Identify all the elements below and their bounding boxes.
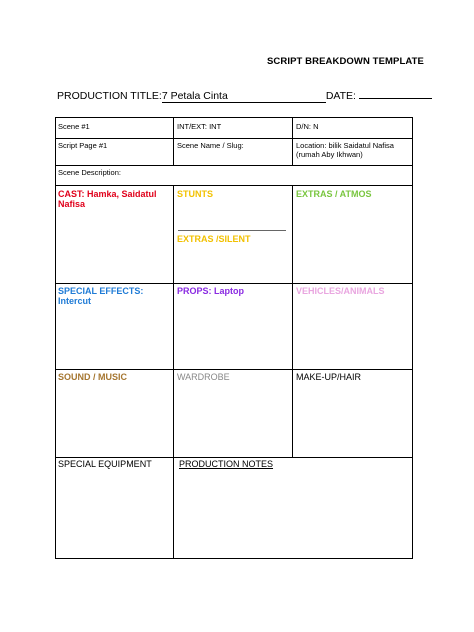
scene-description-field[interactable]: Scene Description: (58, 168, 121, 177)
date-label: DATE: (325, 90, 356, 102)
grid-line (292, 117, 293, 165)
special-equipment-section[interactable]: SPECIAL EQUIPMENT (58, 459, 152, 469)
scene-name-field[interactable]: Scene Name / Slug: (177, 141, 244, 150)
grid-line (55, 283, 413, 284)
extras-silent-section[interactable]: EXTRAS /SILENT (177, 234, 251, 244)
date-value[interactable] (359, 98, 432, 99)
grid-line (412, 117, 413, 559)
stunts-divider (178, 230, 286, 231)
extras-atmos-section[interactable]: EXTRAS / ATMOS (296, 189, 372, 199)
grid-line (55, 369, 413, 370)
grid-line (173, 117, 174, 165)
sound-music-section[interactable]: SOUND / MUSIC (58, 372, 128, 382)
special-effects-section[interactable]: SPECIAL EFFECTS: Intercut (58, 286, 144, 306)
makeup-hair-section[interactable]: MAKE-UP/HAIR (296, 372, 362, 382)
wardrobe-section[interactable]: WARDROBE (177, 372, 230, 382)
grid-line (55, 117, 413, 118)
scene-number[interactable]: Scene #1 (58, 122, 90, 131)
production-title-value[interactable]: 7 Petala Cinta (162, 91, 326, 103)
script-page-field[interactable]: Script Page #1 (58, 141, 108, 150)
grid-line (55, 457, 413, 458)
location-field[interactable]: Location: bilik Saidatul Nafisa (rumah Aby Ikhwan) (296, 141, 394, 159)
document-title: SCRIPT BREAKDOWN TEMPLATE (267, 56, 424, 67)
production-notes-section[interactable]: PRODUCTION NOTES (179, 459, 274, 469)
stunts-section[interactable]: STUNTS (177, 189, 213, 199)
cast-section[interactable]: CAST: Hamka, Saidatul Nafisa (58, 189, 157, 209)
production-title-line (57, 90, 432, 103)
vehicles-animals-section[interactable]: VEHICLES/ANIMALS (296, 286, 385, 296)
grid-line (173, 185, 174, 558)
int-ext-field[interactable]: INT/EXT: INT (177, 122, 222, 131)
grid-line (55, 117, 56, 559)
grid-line (55, 165, 413, 166)
day-night-field[interactable]: D/N: N (296, 122, 319, 131)
production-title-label: PRODUCTION TITLE: (57, 90, 162, 102)
grid-line (55, 185, 413, 186)
props-section[interactable]: PROPS: Laptop (177, 286, 244, 296)
grid-line (55, 558, 413, 559)
grid-line (292, 185, 293, 457)
grid-line (55, 138, 413, 139)
